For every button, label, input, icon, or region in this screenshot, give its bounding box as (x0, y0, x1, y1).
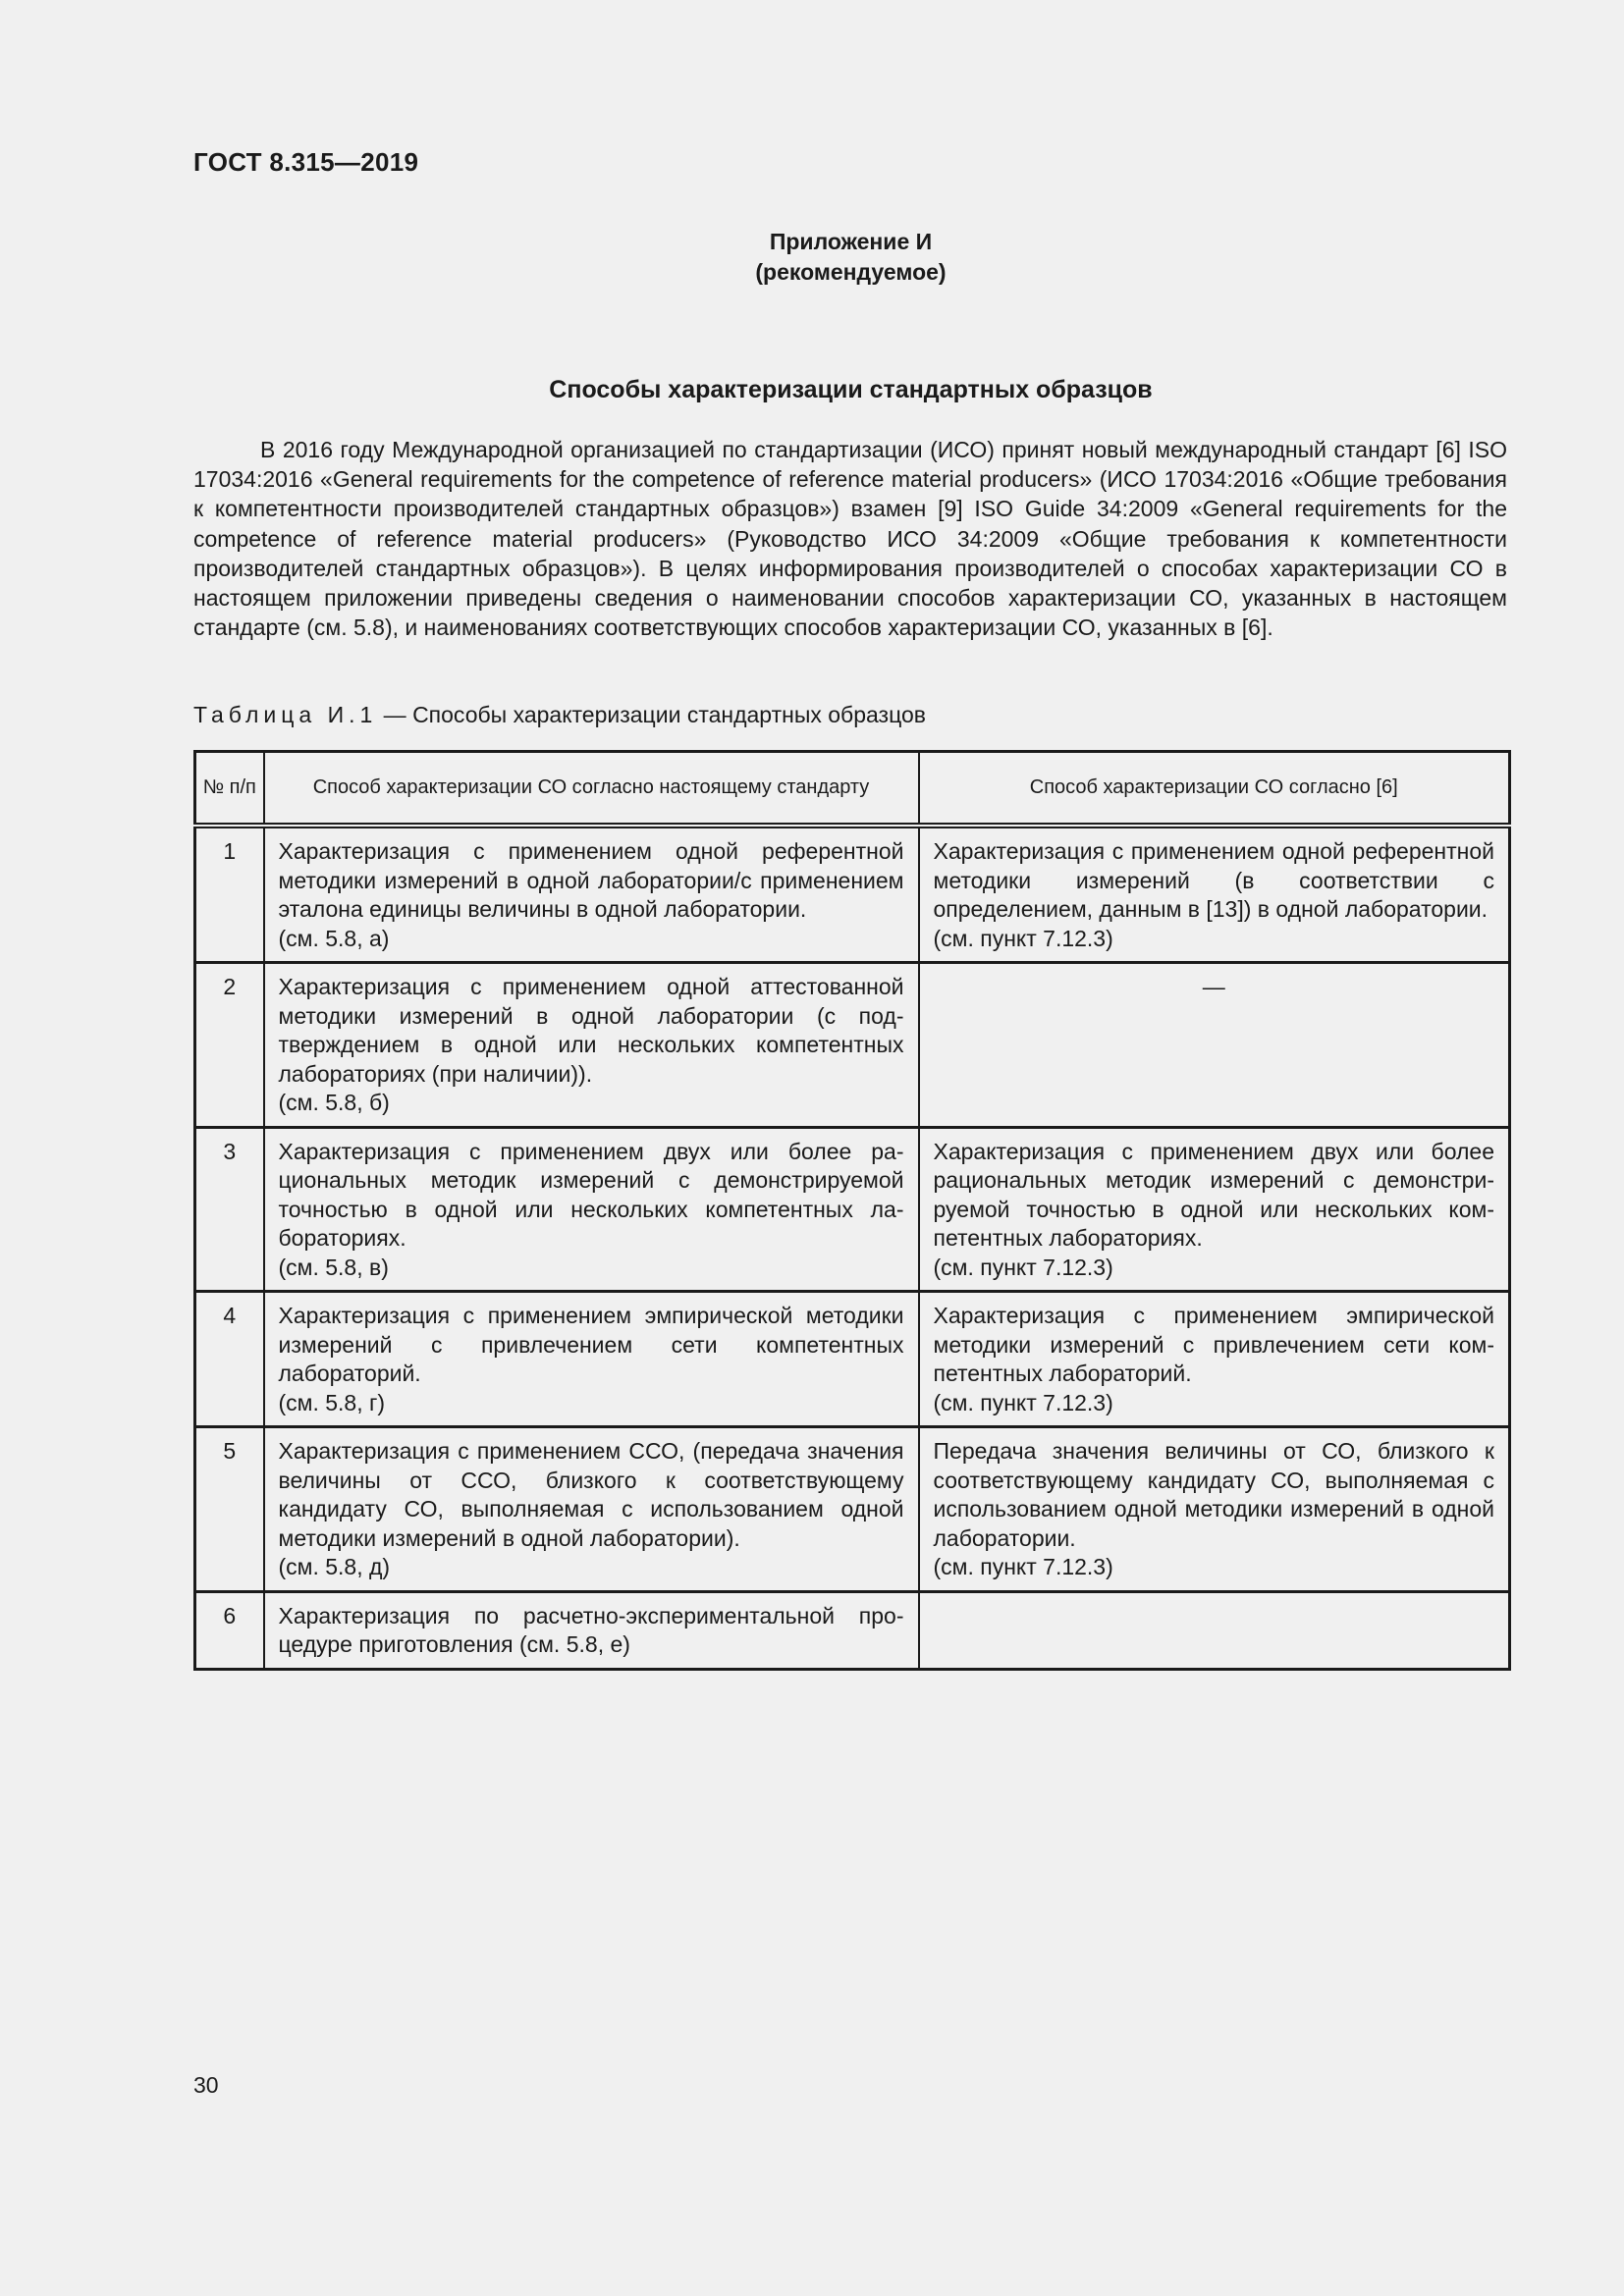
header-col-b: Способ характеризации СО согласно [6] (919, 752, 1510, 827)
document-code: ГОСТ 8.315—2019 (193, 147, 419, 177)
characterization-table (193, 750, 1511, 1671)
table-header-row (195, 752, 1510, 827)
row-method-standard (264, 826, 919, 963)
method-text: Характеризация с применением одной референтной методики измерений (в соответствии с определением, данным в [13]) в одной лаборатории. (933, 838, 1494, 922)
table-row (195, 963, 1510, 1128)
intro-paragraph: В 2016 году Международной организацией по стандартизации (ИСО) принят новый международный стандарт [6] ISO 17034:2016 «General requirements for the competence of reference material producers» (ИСО 17034:2016 «Общие требования к компетентности производителей стандартных образцов») взамен [9] ISO Guide 34:2009 «General requirements for the competence of reference material producers» (Руководство ИСО 34:2009 «Общие требования к компетентности производителей стандартных образцов»). В целях информирования производителей о способах характеризации СО в настоящем приложении приведены сведения о наименовании способов характеризации СО, указанных в настоящем стандарте (см. 5.8), и наименованиях соответствующих способов характеризации СО, указанных в [6]. (193, 437, 1507, 641)
method-text: Характеризация с применением эмпирической методики измерений с привлечением сети компетентных лабораторий. (278, 1303, 904, 1386)
row-method-iso (919, 1591, 1510, 1669)
method-reference: (см. пункт 7.12.3) (933, 1554, 1113, 1579)
table-row (195, 1427, 1510, 1592)
row-method-iso (919, 1292, 1510, 1427)
method-text: Характеризация с применением одной референтной методики измерений в одной лаборатории/с применением эталона единицы величины в одной лаборатории. (278, 838, 904, 922)
method-reference: (см. 5.8, в) (278, 1254, 389, 1280)
method-reference: (см. 5.8, а) (278, 925, 390, 951)
row-number: 5 (195, 1427, 264, 1592)
row-method-standard (264, 1427, 919, 1592)
table-row (195, 826, 1510, 963)
row-method-standard (264, 1292, 919, 1427)
appendix-title: Приложение И (769, 229, 933, 254)
method-text: Характеризация по расчетно-экспериментальной процедуре приготовления (см. 5.8, е) (278, 1602, 904, 1657)
row-method-iso (919, 826, 1510, 963)
row-number: 6 (195, 1591, 264, 1669)
method-text: Характеризация с применением одной аттестованной методики измерений в одной лаборатории (с подтверждением в одной или нескольких компетентных лабораториях (при наличии)). (278, 974, 904, 1087)
row-number: 1 (195, 826, 264, 963)
method-text: Характеризация с применением эмпирической методики измерений с привлечением сети компетентных лабораторий. (933, 1303, 1494, 1386)
method-text: Характеризация с применением двух или более рациональных методик измерений с демонстрируемой точностью в одной или нескольких компетентных лабораториях. (278, 1138, 904, 1251)
appendix-subtitle: (рекомендуемое) (755, 259, 947, 285)
method-text: — (1202, 974, 1225, 999)
method-reference: (см. пункт 7.12.3) (933, 1389, 1113, 1415)
method-text: Передача значения величины от СО, близкого к соответствующему кандидату СО, выполняемая с использованием одной методики измерений в одной лаборатории. (933, 1438, 1494, 1551)
table-row (195, 1127, 1510, 1292)
row-method-standard (264, 1591, 919, 1669)
header-col-a: Способ характеризации СО согласно настоящему стандарту (264, 752, 919, 827)
method-reference: (см. пункт 7.12.3) (933, 1254, 1113, 1280)
table-caption-label: Таблица И.1 (193, 702, 378, 727)
method-text: Характеризация с применением ССО, (передача значения величины от ССО, близкого к соответствующему кандидату СО, выполняемая с использованием одной методики измерений в одной лаборатории). (278, 1438, 904, 1551)
row-method-standard (264, 1127, 919, 1292)
section-title: Способы характеризации стандартных образцов (549, 376, 1153, 403)
method-text: Характеризация с применением двух или более рациональных методик измерений с демонстрируемой точностью в одной или нескольких компетентных лабораториях. (933, 1138, 1494, 1251)
table-caption (193, 702, 926, 728)
method-reference: (см. 5.8, б) (278, 1090, 390, 1115)
row-method-iso (919, 963, 1510, 1128)
table-row (195, 1591, 1510, 1669)
table-caption-text: — Способы характеризации стандартных образцов (377, 702, 927, 727)
row-method-iso (919, 1127, 1510, 1292)
method-reference: (см. 5.8, д) (278, 1554, 391, 1579)
table-row (195, 1292, 1510, 1427)
method-reference: (см. 5.8, г) (278, 1389, 386, 1415)
row-number: 2 (195, 963, 264, 1128)
row-method-standard (264, 963, 919, 1128)
appendix-heading (0, 227, 1624, 288)
row-number: 4 (195, 1292, 264, 1427)
header-num: № п/п (195, 752, 264, 827)
method-reference: (см. пункт 7.12.3) (933, 925, 1113, 951)
row-number: 3 (195, 1127, 264, 1292)
row-method-iso (919, 1427, 1510, 1592)
page-number: 30 (193, 2072, 219, 2098)
